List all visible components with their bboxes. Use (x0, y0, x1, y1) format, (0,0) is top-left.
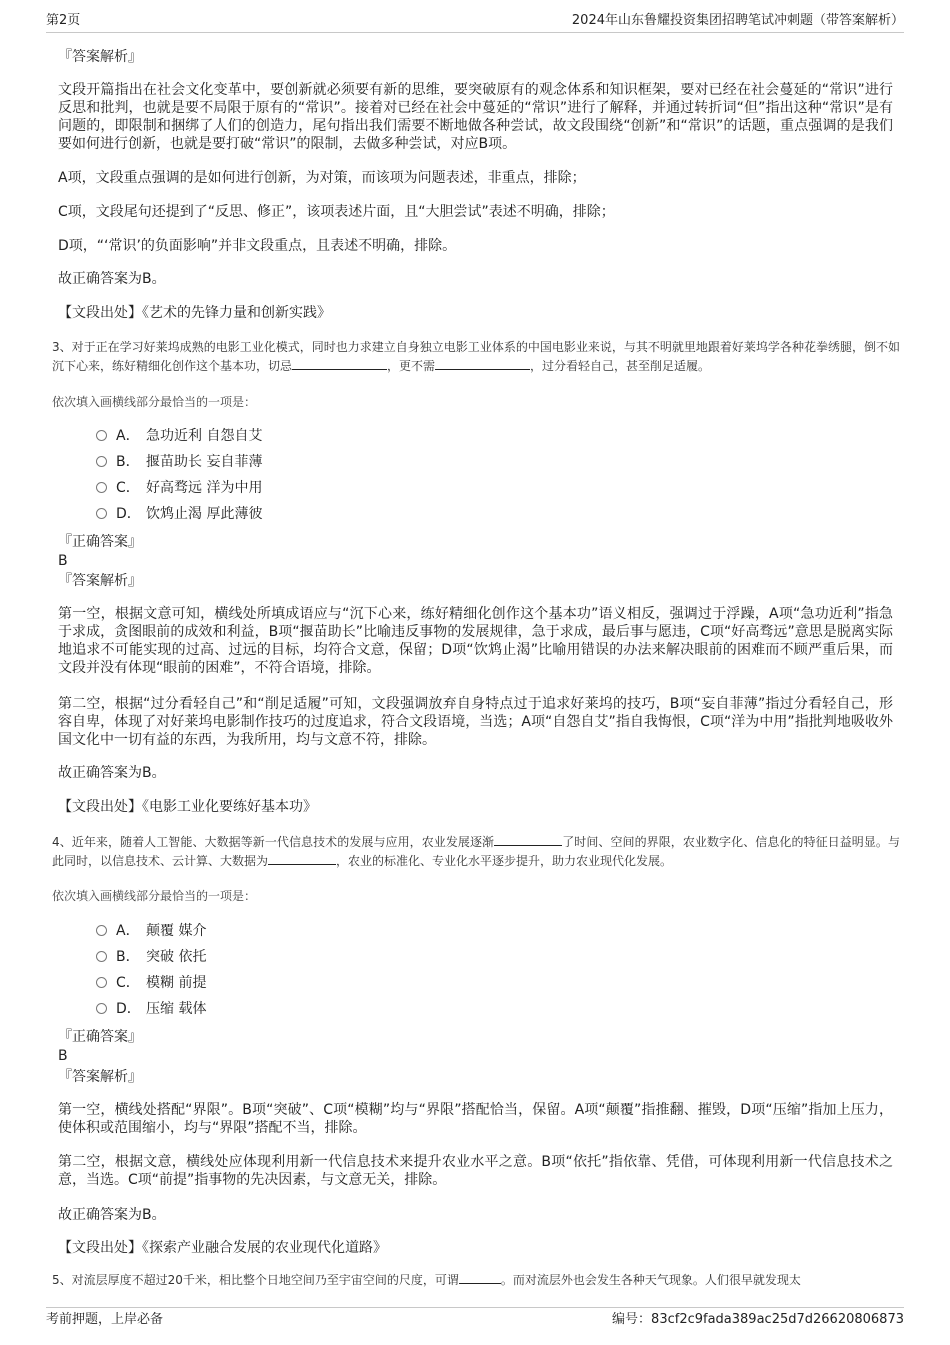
analysis-paragraph: 第二空，根据文意，横线处应体现利用新一代信息技术来提升农业水平之意。B项“依托”指依靠、凭借，可体现利用新一代信息技术之意，当选。C项“前提”指事物的先决因素，与文意无关，排除。 (58, 1154, 893, 1188)
analysis-paragraph: 文段开篇指出在社会文化变革中，要创新就必须要有新的思维，要突破原有的观念体系和知识框架，要对已经在社会蔓延的“常识”进行反思和批判，也就是要不局限于原有的“常识”。接着对已经在社会中蔓延的“常识”进行了解释，并通过转折词“但”指出这种“常识”是有问题的，即限制和捆绑了人们的创造力，尾句指出我们需要不断地做各种尝试，故文段围绕“创新”和“常识”的话题，重点强调的是我们要如何进行创新，也就是要打破“常识”的限制，去做多种尝试，对应B项。 (58, 82, 893, 152)
radio-icon[interactable] (96, 456, 107, 467)
option-c[interactable]: C． 好高骛远 洋为中用 (96, 478, 262, 498)
answer-blank (459, 1271, 501, 1284)
option-c[interactable]: C． 模糊 前提 (96, 973, 206, 993)
radio-icon[interactable] (96, 508, 107, 519)
option-a[interactable]: A． 颠覆 媒介 (96, 921, 206, 941)
question-stem: 3、对于正在学习好莱坞成熟的电影工业化模式，同时也力求建立自身独立电影工业体系的中国电影业来说，与其不明就里地跟着好莱坞学各种花拳绣腿，倒不如沉下心来，练好精细化创作这个基本功，切忌 ，更不需 ，过分看轻自己，甚至削足适履。 (52, 340, 900, 373)
page-header (46, 10, 904, 33)
passage-source: 【文段出处】《探索产业融合发展的农业现代化道路》 (58, 1240, 387, 1256)
option-a-analysis: A项，文段重点强调的是如何进行创新，为对策，而该项为问题表述，非重点，排除； (58, 170, 586, 186)
option-d[interactable]: D． 压缩 载体 (96, 999, 206, 1019)
correct-answer: B (58, 553, 68, 569)
page-footer (46, 1307, 904, 1332)
analysis-paragraph: 第一空，根据文意可知，横线处所填成语应与“沉下心来，练好精细化创作这个基本功”语义相反，强调过于浮躁，A项“急功近利”指急于求成，贪图眼前的成效和利益，B项“揠苗助长”比喻违反事物的发展规律，急于求成，最后事与愿违，C项“好高骛远”意思是脱离实际地追求不可能实现的过高、过远的目标，均符合文意，保留；D项“饮鸩止渴”比喻用错误的办法来解决眼前的困难而不顾严重后果，而文段并没有体现“眼前的困难”，不符合语境，排除。 (58, 606, 893, 676)
answer-blank (494, 833, 562, 846)
passage-source: 【文段出处】《艺术的先锋力量和创新实践》 (58, 305, 331, 321)
correct-answer: B (58, 1048, 68, 1064)
radio-icon[interactable] (96, 430, 107, 441)
option-c-analysis: C项，文段尾句还提到了“反思、修正”，该项表述片面，且“大胆尝试”表述不明确，排除； (58, 204, 615, 220)
analysis-paragraph: 第二空，根据“过分看轻自己”和“削足适履”可知，文段强调放弃自身特点过于追求好莱坞的技巧，B项“妄自菲薄”指过分看轻自己，形容自卑，体现了对好莱坞电影制作技巧的过度追求，符合文段语境，当选；A项“自怨自艾”指自我悔恨，C项“洋为中用”指批判地吸收外国文化中一切有益的东西，为我所用，均与文意不符，排除。 (58, 696, 893, 748)
passage-source: 【文段出处】《电影工业化要练好基本功》 (58, 799, 317, 815)
option-a[interactable]: A． 急功近利 自怨自艾 (96, 426, 262, 446)
page-number: 第2页 (46, 13, 81, 28)
option-d-analysis: D项，“‘常识’的负面影响”并非文段重点，且表述不明确，排除。 (58, 238, 457, 254)
document-title: 2024年山东鲁耀投资集团招聘笔试冲刺题（带答案解析） (571, 13, 904, 28)
answer-blank (435, 357, 530, 370)
radio-icon[interactable] (96, 977, 107, 988)
option-b[interactable]: B． 揠苗助长 妄自菲薄 (96, 452, 262, 472)
question-stem: 5、对流层厚度不超过20千米，相比整个日地空间乃至宇宙空间的尺度，可谓 。而对流层外也会发生各种天气现象。人们很早就发现太 (52, 1273, 801, 1287)
radio-icon[interactable] (96, 482, 107, 493)
analysis-label: 『答案解析』 (58, 49, 142, 65)
option-d[interactable]: D． 饮鸩止渴 厚此薄彼 (96, 504, 262, 524)
question-prompt: 依次填入画横线部分最恰当的一项是： (52, 395, 257, 409)
correct-answer-label: 『正确答案』 (58, 534, 142, 550)
conclusion: 故正确答案为B。 (58, 765, 166, 781)
conclusion: 故正确答案为B。 (58, 1207, 166, 1223)
question-stem: 4、近年来，随着人工智能、大数据等新一代信息技术的发展与应用，农业发展逐渐 了时间、空间的界限，农业数字化、信息化的特征日益明显。与此同时，以信息技术、云计算、大数据为 ，农业的标准化、专业化水平逐步提升，助力农业现代化发展。 (52, 835, 900, 868)
radio-icon[interactable] (96, 925, 107, 936)
conclusion: 故正确答案为B。 (58, 271, 166, 287)
option-b[interactable]: B． 突破 依托 (96, 947, 206, 967)
radio-icon[interactable] (96, 1003, 107, 1014)
question-prompt: 依次填入画横线部分最恰当的一项是： (52, 889, 257, 903)
footer-slogan: 考前押题，上岸必备 (46, 1312, 164, 1327)
analysis-label: 『答案解析』 (58, 1069, 142, 1085)
document-id: 编号：83cf2c9fada389ac25d7d26620806873 (612, 1312, 904, 1327)
analysis-paragraph: 第一空，横线处搭配“界限”。B项“突破”、C项“模糊”均与“界限”搭配恰当，保留。A项“颠覆”指推翻、摧毁，D项“压缩”指加上压力，使体积或范围缩小，均与“界限”搭配不当，排除。 (58, 1102, 893, 1136)
answer-blank (268, 852, 336, 865)
analysis-label: 『答案解析』 (58, 573, 142, 589)
radio-icon[interactable] (96, 951, 107, 962)
answer-blank (292, 357, 387, 370)
correct-answer-label: 『正确答案』 (58, 1029, 142, 1045)
